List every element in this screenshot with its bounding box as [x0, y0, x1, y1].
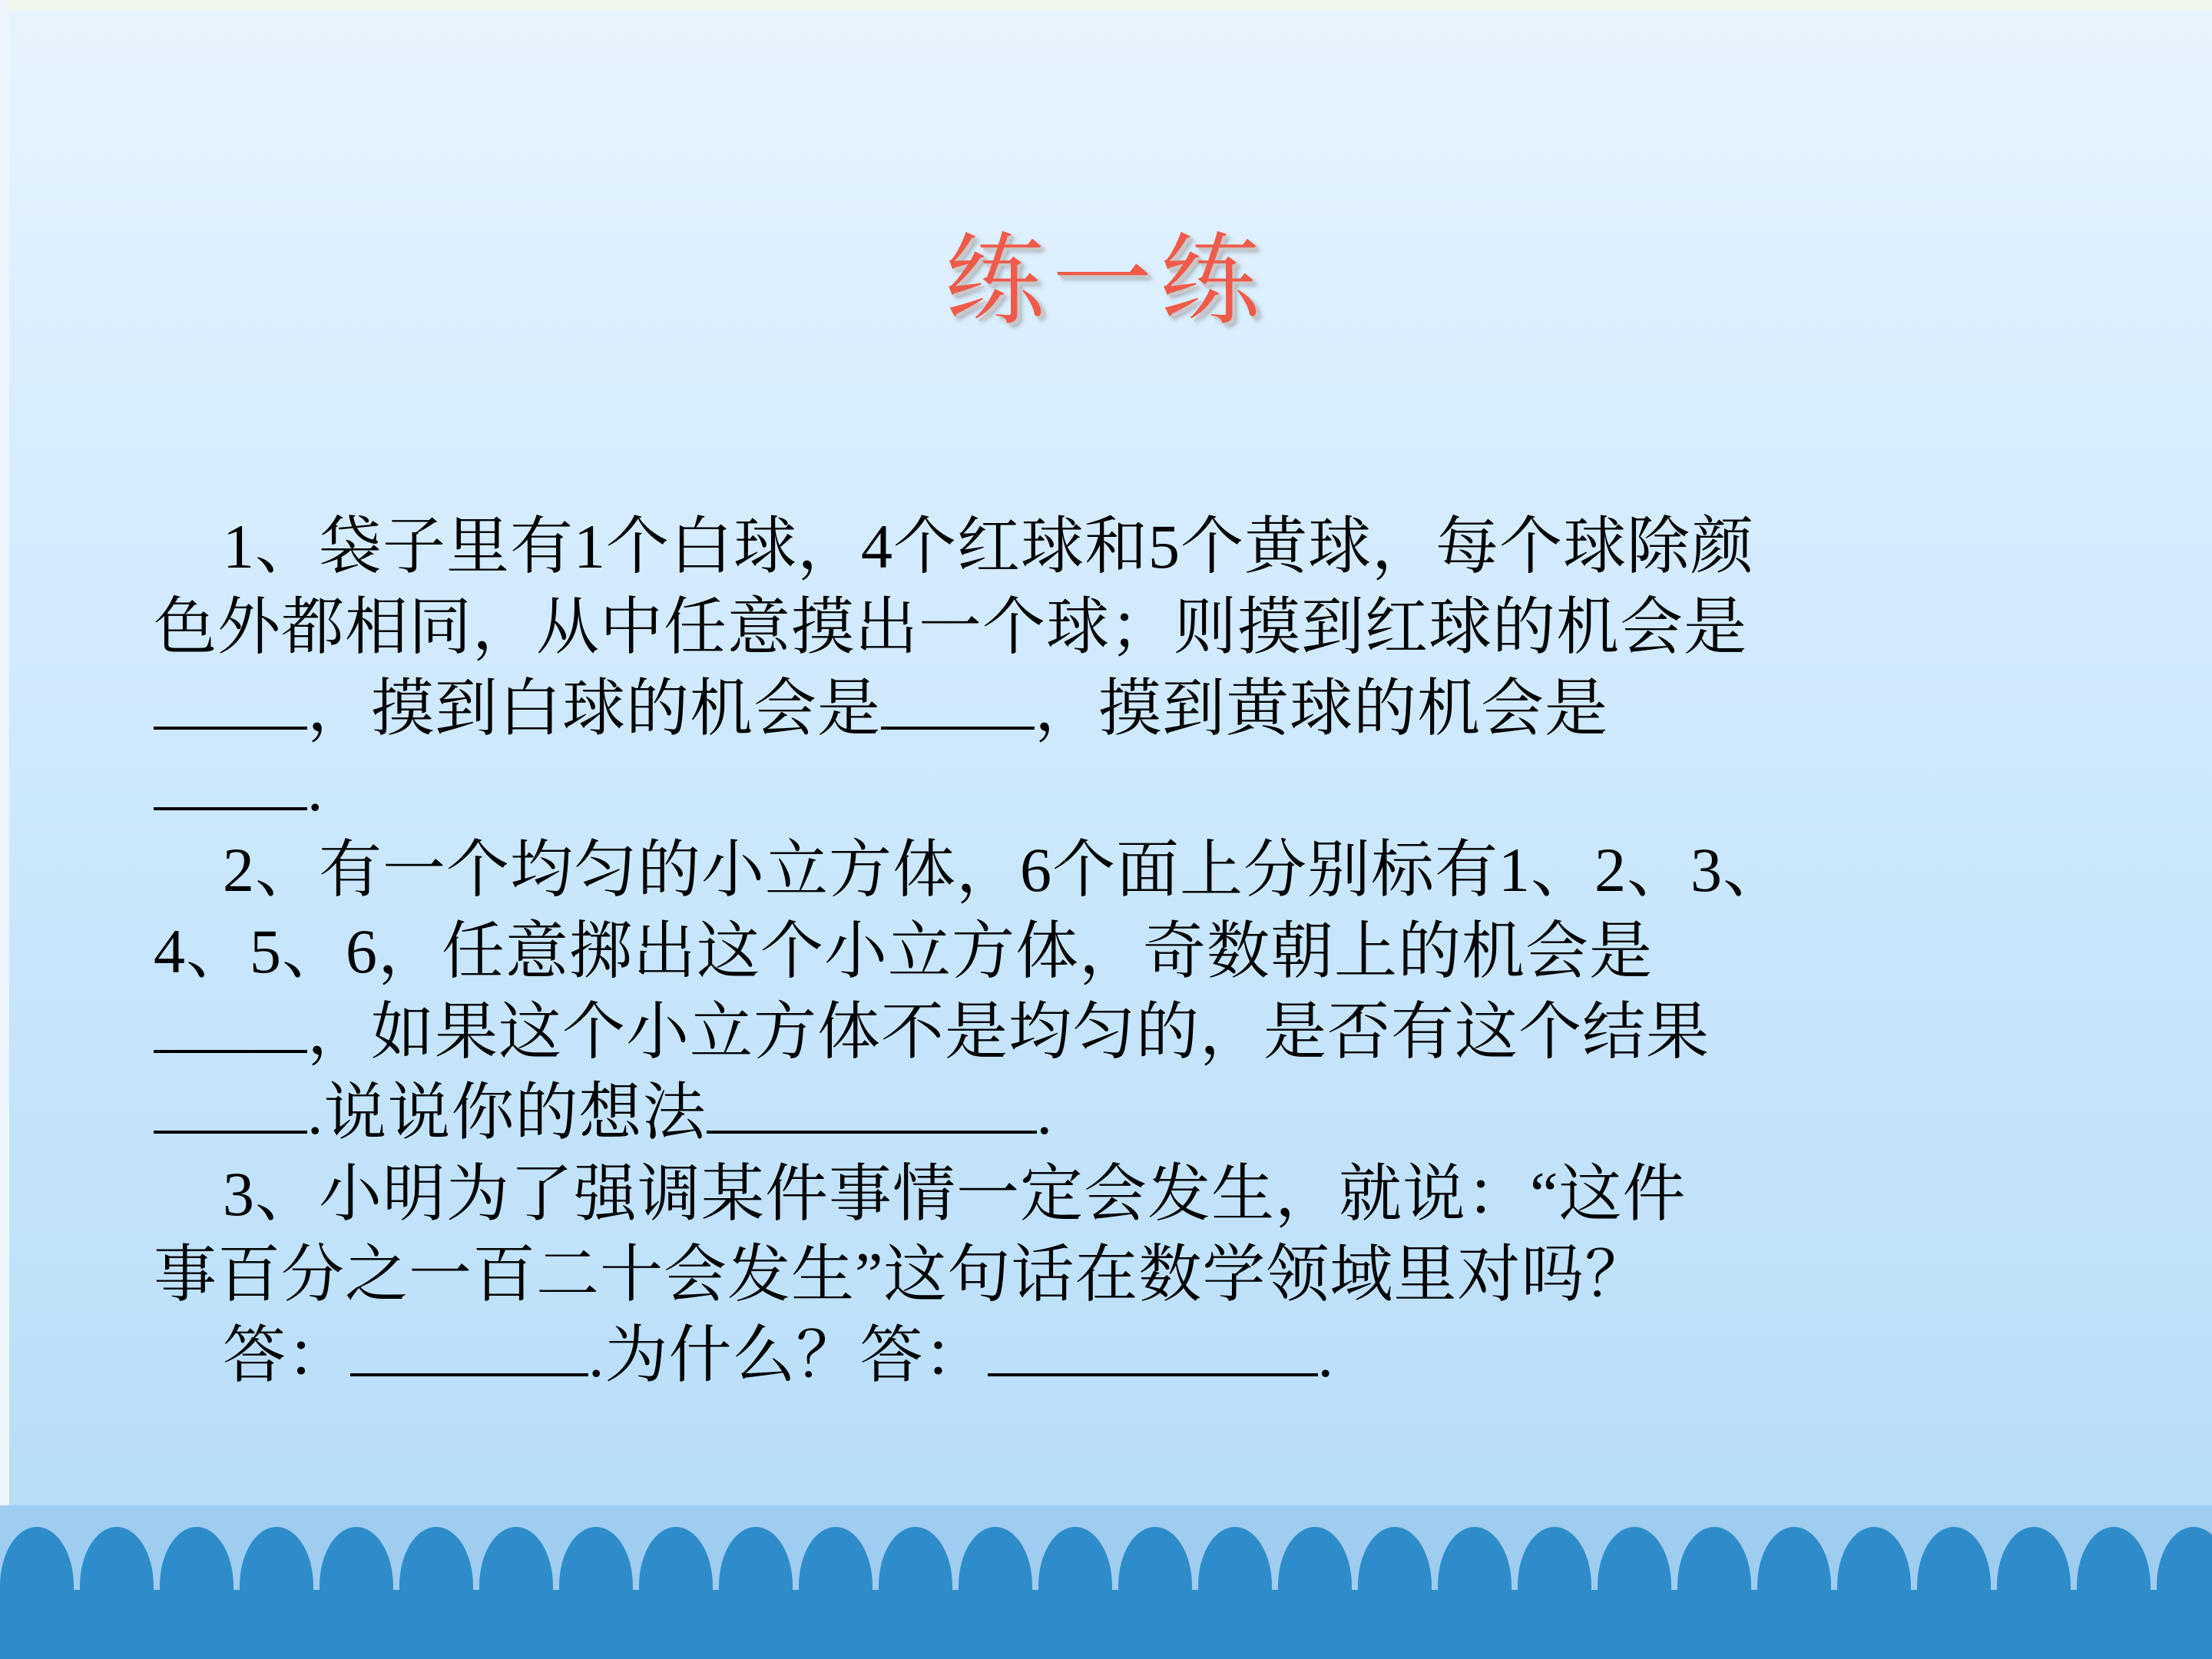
question-3-text-2: 事百分之一百二十会发生”这句话在数学领域里对吗？ [154, 1239, 1649, 1310]
exercise-content [154, 507, 2074, 1396]
answer-label-2: 答： [859, 1320, 988, 1391]
answer-blank-q3-reason[interactable] [988, 1373, 1318, 1376]
question-2-line-4 [154, 1073, 2074, 1152]
question-1-text-2: 色外都相同，从中任意摸出一个球；则摸到红球的机会是 [154, 592, 1748, 663]
question-1-line-4 [154, 750, 2074, 829]
question-3-number: 3、 [223, 1158, 320, 1229]
question-2-text-3: ，如果这个小立方体不是均匀的，是否有这个结果 [307, 996, 1710, 1067]
answer-blank-q1-white[interactable] [881, 727, 1035, 730]
question-2-text-2: 4、5、6，任意掷出这个小立方体，奇数朝上的机会是 [154, 916, 1654, 986]
question-1-number: 1、 [223, 512, 320, 581]
question-1-text-1: 袋子里有1个白球，4个红球和5个黄球，每个球除颜 [319, 512, 1755, 581]
question-2-text-4a: .说说你的想法 [307, 1078, 707, 1148]
top-border-strip [0, 0, 2212, 11]
question-2-line-3 [154, 992, 2074, 1071]
question-1-line-2 [154, 588, 2074, 667]
answer-blank-q1-yellow[interactable] [154, 807, 307, 810]
page-title: 练一练 [944, 222, 1267, 339]
question-2-number: 2、 [223, 835, 320, 906]
answer-end-text: . [1317, 1320, 1335, 1391]
question-1-text-3b: ，摸到黄球的机会是 [1035, 673, 1609, 743]
question-1-line-3 [154, 669, 2074, 748]
answer-label-1: 答： [223, 1320, 351, 1391]
question-2-text-1: 有一个均匀的小立方体，6个面上分别标有1、2、3、 [319, 835, 1787, 906]
bottom-solid-band [0, 1590, 2212, 1659]
answer-blank-q1-red[interactable] [154, 727, 307, 730]
answer-blank-q3-yesno[interactable] [350, 1373, 588, 1376]
answer-mid-text: .为什么？ [588, 1320, 860, 1391]
bottom-decoration [0, 1505, 2212, 1659]
question-1-text-4: . [307, 753, 324, 824]
answer-blank-q2-result[interactable] [154, 1131, 307, 1134]
answer-blank-q2-thoughts[interactable] [707, 1131, 1037, 1134]
question-3-text-1: 小明为了强调某件事情一定会发生，就说：“这件 [319, 1158, 1687, 1229]
question-2-text-4b: . [1036, 1078, 1054, 1148]
question-3-line-2 [154, 1235, 2074, 1314]
answer-blank-q2-odd[interactable] [154, 1050, 307, 1053]
question-3-answer-line [154, 1316, 2074, 1395]
question-1-text-3a: ，摸到白球的机会是 [307, 673, 882, 743]
question-1-line-1 [154, 507, 2074, 586]
question-2-line-2 [154, 912, 2074, 991]
question-2-line-1 [154, 830, 2074, 909]
question-3-line-1 [154, 1154, 2074, 1233]
